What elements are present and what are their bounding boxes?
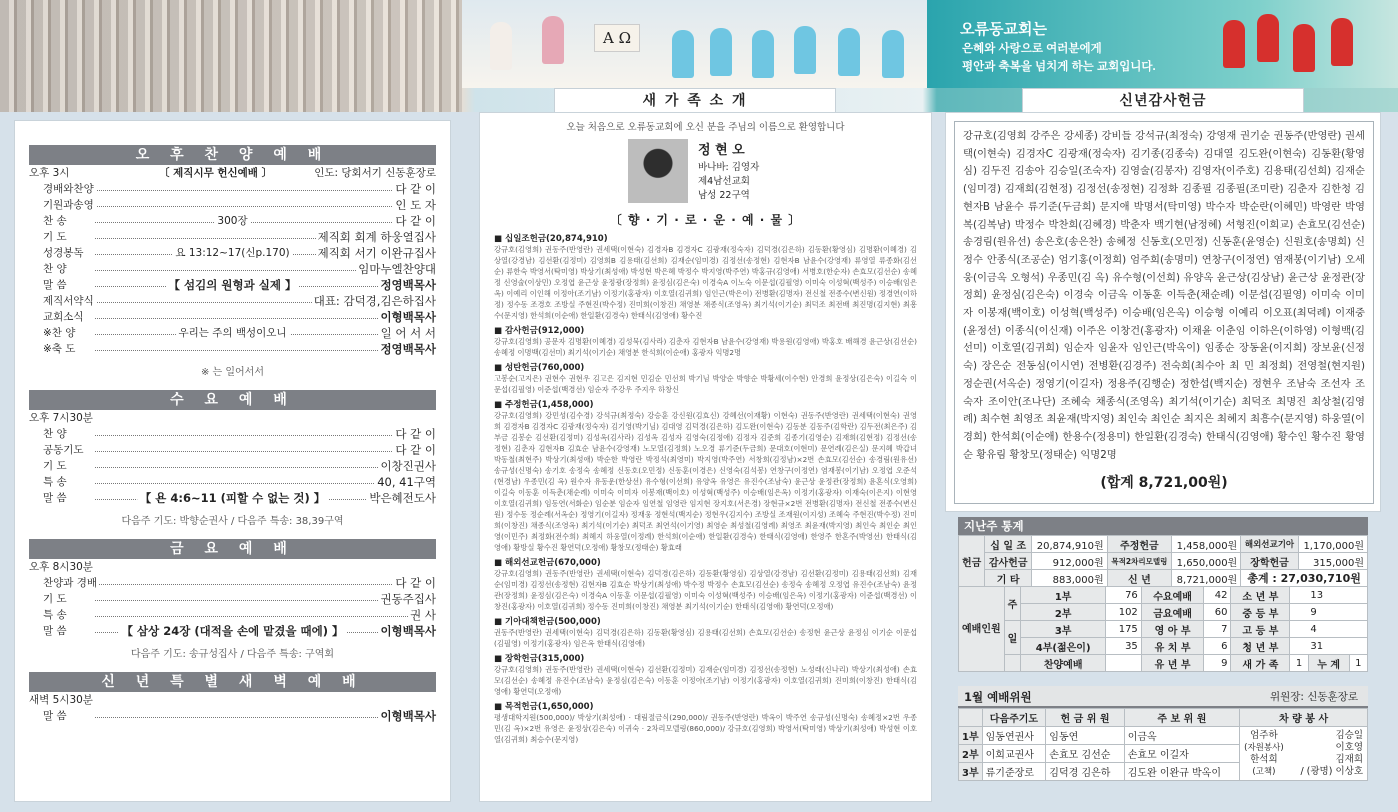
- stat-label: 장학헌금: [1241, 553, 1299, 570]
- church-motto-line1: 은혜와 사랑으로 여러분에게: [962, 43, 1102, 55]
- child-figure: [1331, 18, 1353, 66]
- order-label: 특 송: [43, 609, 67, 621]
- service-leader: 인도: 당회서기 신동훈장로: [314, 167, 436, 179]
- committee-cell: 손효모 김선순: [1046, 745, 1124, 763]
- order-item: [29, 623, 436, 639]
- order-person: 이형백목사: [380, 310, 436, 324]
- child-figure: [1257, 14, 1279, 62]
- offering-donor-list: 고봉순(고지은) 권현수 권현우 김고은 김지현 민김순 민선희 박기님 박양순 박향순 박황세(이수현) 안경희 윤정상(김은숙) 이길숙 이문섭(김필영) 이준섭(백경선) 임순자 주강우 주지우 하창신: [494, 374, 917, 394]
- stats-title: 지난주 통계: [958, 517, 1368, 535]
- order-label: 기원과송영: [43, 199, 94, 211]
- stats-table: [958, 535, 1368, 587]
- car-volunteer-note: (자원봉사): [1244, 742, 1284, 753]
- order-label: 공동기도: [43, 444, 84, 456]
- stat-value: 8,721,000원: [1172, 570, 1241, 587]
- stat-value: 883,000원: [1032, 570, 1108, 587]
- order-person: 제직회 회계 하웅열집사: [317, 230, 436, 244]
- attendance-count: 102: [1106, 604, 1142, 621]
- order-person: 대표: 감덕경,김은하집사: [313, 294, 436, 308]
- order-content: 요 13:12~17(신p.170): [172, 245, 292, 261]
- offering-donor-list: 강규호(김영희) 강민성(김수경) 강석규(최정숙) 강승훈 강신원(김효신) 강혜선(이재황) 이현숙) 권동주(반영란) 권세택(이현숙) 권영희 김경자B 김경자C 김광재(정숙자) 김기영(박기님) 김대영 김덕경(김은하) 김도완(이현숙) 김동분 김동주(김학란) 김두전(최은주) 김부금 김봉순 김선환(김정미) 김성옥(김사라) 김성옥 김성자 김영숙(김정애) 김정자 김준희 김종기(김영순) 김재희(김현정) 김정선(송정현) 김춘자 김현자B 김효순 남윤수(강영재) 노모열(김정희) 노오경 류기준(두금희) 문대호(이현미) 문연례(김은실) 문지혜 박갑녀 박동철(최현주) 박상기(최성애) 박순한 박영란 박정석(최영미) 박지영(박주연) 서창희(김정남)×2번 손효모(김선순) 송경림(원유선) 송규성(신명숙) 송기호 송정숙 송혜정 신동호(오민정) 신동훈(이경은) 신영숙(김석봉) 연창구(이정연) 염재봉(이기남) 오정엽 오준석(현경남) 우종민(김 옥) 원수자 유동운(한상선) 유수형(이선희) 유양옥 유영은 유진수(조남숙) 윤근상 윤정관(장정희) 윤혼식(오영희) 이길숙 이동훈 이득춘(채순례) 이미숙 이미자 이봉재(백이호) 이성혁(백성주) 이승배(임은옥) 이정기(홍광자) 이재숙(이은지) 이현영 이호열(김귀희) 임동연(서화순) 임순분 임순자 임연철 임영란 임지현 장지호(서은경) 장현규×2번 전병환(김명자) 전신철 전종수(변신원) 정수동 정순례(서옥순) 정영기(이길자) 정재웅 정현석(백지순) 정현우(김지수) 조방실 조재원(이지성) 조혜숙 주현진(박수정) 진미희(이창진) 채종식(조영옥) 최기석(이기순) 최덕조 최연석(이기영) 최영순 최성철(김영례) 최영조 최윤재(박지영) 최인숙 최인순 최인영(이민주) 최정화(전수희) 최혜지 하웅열(이정례) 한석희(이순애) 한일환(김경숙) 한태식(김영애) 한영주 한혼주(박영선) 한태식(김영애) 황방실 황수진 황연덕(오정애) 황창모(정태순) 황효래: [494, 411, 917, 552]
- stat-value: 912,000원: [1032, 553, 1108, 570]
- offering-category-title: ■ 기아대책헌금(500,000): [494, 617, 601, 627]
- committee-cell: 1부: [959, 727, 983, 745]
- order-label: 찬 양: [43, 263, 67, 275]
- child-figure: [838, 28, 860, 76]
- committee-column-header: 차 량 봉 사: [1240, 709, 1368, 727]
- child-figure: [1223, 20, 1245, 68]
- stat-label: 감사헌금: [985, 553, 1032, 570]
- offering-group-label: 헌금: [959, 536, 985, 587]
- offering-category-title: ■ 장학헌금(315,000): [494, 654, 585, 664]
- stat-label: 기 타: [985, 570, 1032, 587]
- car-volunteer-note: (고책): [1252, 766, 1276, 777]
- attendance-count: 60: [1204, 604, 1231, 621]
- service-time: 오후 3시: [29, 167, 70, 179]
- child-figure: [882, 30, 904, 78]
- committee-header: [958, 686, 1368, 708]
- order-person: 인 도 자: [395, 198, 436, 212]
- stat-label: 목적2차리모델링: [1107, 553, 1171, 570]
- attendance-count: 9: [1290, 604, 1368, 621]
- sunday-label-2: 일: [1004, 621, 1021, 655]
- order-person: 40, 41구역: [377, 475, 436, 489]
- committee-cell: 이금옥: [1124, 727, 1239, 745]
- newcomer-district: 제4남선교회: [698, 176, 750, 187]
- order-label: 찬양과 경배: [43, 577, 98, 589]
- committee-cell: 2부: [959, 745, 983, 763]
- service-time: 오후 7시30분: [29, 412, 93, 424]
- order-label: 제직서약식: [43, 295, 94, 307]
- thanks-total: (합계 8,721,00원): [1100, 475, 1228, 491]
- order-person: 이형백목사: [380, 709, 436, 723]
- attendance-label: 누 계: [1308, 655, 1349, 672]
- order-item: [29, 181, 436, 197]
- offerings-title: 〔 향 · 기 · 로 · 운 · 예 · 물 〕: [609, 213, 802, 227]
- attendance-count: 76: [1106, 587, 1142, 604]
- order-label: 기 도: [43, 593, 67, 605]
- singer-figure: [542, 16, 564, 64]
- worship-schedule-panel: [14, 120, 451, 802]
- attendance-label: 4부(젊은이): [1021, 638, 1106, 655]
- attendance-count: 1: [1290, 655, 1308, 672]
- car-volunteer: 이호영: [1335, 741, 1363, 753]
- order-item: [29, 474, 436, 490]
- offering-donor-list: 강규호(김영희) 권동주(반영란) 권세택(이현숙) 김경자B 김경자C 김광재(정숙자) 김덕경(김은하) 김동환(황영심) 김명환(이혜경) 김상열(강경남) 김선환(김정미) 김영희B 김용태(김선희) 김재순(임미경) 김정선(송정현) 김현자B 남윤수(강영재) 류영열 류종화(김선순) 류한숙 박영서(탁미영) 박상기(최성애) 박성현 박은혜 박정수 박지영(박주연) 박홍규(김영애) 서병호(한순자) 손효모(김선순) 송혜정 신영술(이상민) 오정엽 윤근상 윤정광(장정희) 윤정심(김은숙) 이경숙A 이노숙 이문섭(김필영) 이미숙 이성혁(백성주) 이승배(임은옥) 이예리 이인해 이정아(조기남) 이정기(홍광자) 이호열(김귀희) 임인근(박은이) 전병환(김명자) 전신철 전종수(변신원) 정경연(이하정) 정수동 조경호 조방실 주현진(박수정) 진미희(이창진) 채영분 채종식(조영옥) 최기석(이기순) 최덕조 최전배 최진명(김지현) 최흥수(문지영) 한석희(이순애) 한일환(김경숙) 한태식(김영애) 황수진: [494, 245, 917, 320]
- order-content: 【 욘 4:6~11 (피할 수 없는 것) 】: [137, 490, 329, 506]
- thanks-offering-panel: [945, 112, 1381, 512]
- offering-donor-list: 권동주(반영란) 권세택(이현숙) 김덕경(김은하) 김동환(황영심) 김용태(김선희) 손효모(김선순) 송정현 윤근상 윤정심 이기순 이문섭(김필영) 이정기(홍광자) 임은옥 한태식(김영애): [494, 628, 917, 648]
- order-item: [29, 197, 436, 213]
- order-label: 기 도: [43, 460, 67, 472]
- order-item: [29, 213, 436, 229]
- order-item: [29, 245, 436, 261]
- order-person: 다 같 이: [395, 576, 436, 590]
- offering-category-title: ■ 주정헌금(1,458,000): [494, 400, 594, 410]
- weekly-statistics: [958, 517, 1368, 669]
- child-figure: [752, 30, 774, 78]
- church-motto-line2: 평안과 축복을 넘치게 하는 교회입니다.: [962, 61, 1156, 73]
- service-time: 새벽 5시30분: [29, 694, 93, 706]
- attendance-label: 수요예배: [1141, 587, 1204, 604]
- offering-category-title: ■ 해외선교헌금(670,000): [494, 558, 601, 568]
- thanks-donor-list: 강규호(김영희 강주은 강세종) 강비들 강석규(최정숙) 강영재 권기순 권동주(반영란) 권세택(이현숙) 김경자C 김광재(정숙자) 김기종(김종숙) 김대열 김도완(이현숙) 김동환(황영심) 김두진 김송아 김승일(조숙자) 김영술(김봉자) 김영자(이주호) 김용태(김선희) 김재순(임미경) 김재희(김현정) 김정선(송정현) 김정화 김종필 김종필(조미란) 김춘자 김한청 김현자B 남윤수 류기준(두금희) 문지애 박명서(탁미영) 박수자 박순란(이혜민) 박영란 박영복(김복남) 박정수 박찬희(김혜경) 박춘자 백기현(남정혜) 서형진(이희교) 손효모(김선순) 송경림(원유선) 송은호(송은찬) 송혜정 신동호(오민정) 신동훈(윤영순) 신원호(송명희) 신정수 안종식(조공순) 엄기홍(이정희) 엄주희(송명미) 연창구(이정연) 염재봉(이기남) 오세웅(이금옥 오형석) 우종민(김 옥) 유수형(이선희) 유양옥 윤근상(김상남) 윤근상 윤정관(장정희) 윤정심(김은숙) 이경숙 이금옥 이동훈 이득춘(채순례) 이문섭(김필영) 이미숙 이미자 이봉재(백이호) 이성혁(백성주) 이승배(임은옥) 이승형 이예리 이오표(최덕례) 이재중(윤정선) 이종식(이신재) 이주은 이창건(홍광자) 이채윤 이춘임 이하은(이하영) 이형백(김선미) 이호열(김귀희) 임순자 임윤자 임인근(박옥이) 임종순 장동윤(이지희) 장보윤(신정숙) 장은순 전동심(이시연) 전병환(김경주) 전숙희(최수아 최 민 최정희) 전영철(현지원) 정순권(서옥순) 정영기(이길자) 정용주(김행순) 정한섭(백지순) 정현우 조남숙 조선자 조숙자 조이안(조나단) 조혜숙 채종식(조영옥) 최기석(이기순) 최덕조 최명진 최상철(김영례) 최수현 최영조 최윤재(박지영) 최인숙 최인순 최지은 최혜지 최흥수(문지영) 하웅열(이경희) 한석희(이순애) 한용수(정용미) 한일환(김경숙) 한태식(김영애) 황수인 황수진 황영순 황유림 황창모(정태순) 익명2명: [963, 130, 1365, 461]
- stat-value: 1,170,000원: [1298, 536, 1367, 553]
- committee-cell: 손효모 이길자: [1124, 745, 1239, 763]
- order-label: ※축 도: [43, 343, 76, 355]
- committee-column-header: 다음주기도: [982, 709, 1046, 727]
- attendance-count: 175: [1106, 621, 1142, 638]
- order-content: 【 섬김의 원형과 실제 】: [166, 277, 300, 293]
- service-theme: 〔 제직시무 헌신예배 〕: [159, 167, 273, 179]
- offering-donor-list: 강규호(김영희) 권동주(반영란) 권세택(이현숙) 김덕경(김은하) 김동환(황영심) 김상열(강경남) 김선환(김정미) 김용태(김선희) 김재순(임미경) 김정선(송정현) 김현자B 김효순 박상기(최성애) 박수정 박정수 손효모(김선순) 송정숙 송혜정 오정엽 유진수(조남숙) 윤정관(장정희) 윤정심(김은숙) 이경숙A 이동훈 이문섭(김필영) 이미숙 이성혁(백성주) 이승배(임은옥) 이정기(홍광자) 이준섭(백경선) 이창진(홍광자) 이호열(김귀희) 정수동 진미희(이창진) 채영분 최기석(이기순) 한태식(김영애) 황연덕(오정애): [494, 569, 917, 611]
- wednesday-service-title: 수 요 예 배: [29, 390, 436, 410]
- order-person: 다 같 이: [395, 443, 436, 457]
- attendance-count: [1106, 655, 1142, 672]
- stat-value: 1,650,000원: [1172, 553, 1241, 570]
- attendance-label: 중 등 부: [1231, 604, 1290, 621]
- order-person: 정영백목사: [380, 278, 436, 292]
- attendance-label: 청 년 부: [1231, 638, 1290, 655]
- order-label: 말 씀: [43, 492, 67, 504]
- child-figure: [1293, 24, 1315, 72]
- attendance-label: 유 년 부: [1141, 655, 1204, 672]
- order-content: 우리는 주의 백성이오니: [175, 325, 289, 341]
- stat-label: 주정헌금: [1107, 536, 1171, 553]
- order-label: 성경봉독: [43, 247, 84, 259]
- offering-category-title: ■ 목적헌금(1,650,000): [494, 702, 594, 712]
- order-item: [29, 426, 436, 442]
- child-figure: [710, 28, 732, 76]
- attendance-label: 영 아 부: [1141, 621, 1204, 638]
- standing-note: ※ 는 일어서서: [200, 367, 265, 378]
- order-item: [29, 490, 436, 506]
- attendance-count: 9: [1204, 655, 1231, 672]
- order-item: [29, 229, 436, 245]
- committee-cell: 임동연: [1046, 727, 1124, 745]
- attendance-count: 7: [1204, 621, 1231, 638]
- offering-categories: [494, 232, 917, 745]
- attendance-count: 4: [1290, 621, 1368, 638]
- stat-value: 20,874,910원: [1032, 536, 1108, 553]
- committee-column-header: 주 보 위 원: [1124, 709, 1239, 727]
- newcomer-group: 남성 22구역: [698, 190, 750, 201]
- order-person: 박은혜전도사: [369, 491, 436, 505]
- order-label: 교회소식: [43, 311, 84, 323]
- congregation-photo: [0, 0, 462, 112]
- afternoon-service-header: [29, 165, 436, 181]
- committee-chair: 위원장: 신동훈장로: [1269, 691, 1358, 703]
- child-figure: [672, 30, 694, 78]
- choir-performance-photo: [462, 0, 927, 88]
- stat-label: 신 년: [1107, 570, 1171, 587]
- car-volunteer: 엄주하: [1250, 729, 1278, 741]
- attendance-label: 3부: [1021, 621, 1106, 638]
- worship-committee: [958, 686, 1368, 778]
- stat-value: 1,458,000원: [1172, 536, 1241, 553]
- attendance-label: 고 등 부: [1231, 621, 1290, 638]
- committee-table: [958, 708, 1368, 781]
- order-label: 찬 송: [43, 215, 67, 227]
- order-item: [29, 293, 436, 309]
- newcomer-card: [494, 139, 917, 209]
- offering-category-title: ■ 감사헌금(912,000): [494, 326, 585, 336]
- order-item: [29, 442, 436, 458]
- newcomer-name: 정 현 오: [698, 143, 745, 158]
- attendance-count: 35: [1106, 638, 1142, 655]
- order-person: 이형백목사: [380, 624, 436, 638]
- service-time: 오후 8시30분: [29, 561, 93, 573]
- singer-figure: [490, 22, 512, 70]
- order-item: [29, 277, 436, 293]
- order-person: 임마누엘찬양대: [358, 262, 436, 276]
- order-item: [29, 341, 436, 357]
- order-item: [29, 325, 436, 341]
- stat-label: 해외선교기아: [1241, 536, 1299, 553]
- attendance-count: 42: [1204, 587, 1231, 604]
- order-label: 말 씀: [43, 710, 67, 722]
- car-volunteer: 김승일: [1335, 729, 1363, 741]
- order-item: [29, 607, 436, 623]
- blank-cell: [1004, 655, 1021, 672]
- order-label: 특 송: [43, 476, 67, 488]
- order-item: [29, 458, 436, 474]
- attendance-label: 찬양예배: [1021, 655, 1106, 672]
- order-item: [29, 708, 436, 724]
- order-person: 다 같 이: [395, 214, 436, 228]
- attendance-label: 유 치 부: [1141, 638, 1204, 655]
- order-label: 경배와찬양: [43, 183, 94, 195]
- order-item: [29, 575, 436, 591]
- attendance-count: 31: [1290, 638, 1368, 655]
- committee-cell: 김덕경 김은하: [1046, 763, 1124, 781]
- offering-donor-list: 평생대학지원(500,000)/ 박상기(최성애) · 대림절금식(290,000)/ 권동주(반영란) 박옥이 박주연 송규성(신명숙) 송혜정×2번 우종민(김 옥)×2번 유영은 윤정상(김은숙) 이귀숙 · 2차리모델링(860,000)/ 강규호(김영희) 박영서(탁미영) 박상기(최성애) 박성현 이호열(김귀희) 최승수(문지영): [494, 713, 917, 744]
- order-item: [29, 309, 436, 325]
- order-item: [29, 591, 436, 607]
- order-label: 기 도: [43, 231, 67, 243]
- order-person: 일 어 서 서: [380, 326, 436, 340]
- stat-value: 315,000원: [1298, 553, 1367, 570]
- church-title: 오류동교회는: [960, 21, 1047, 38]
- attendance-label: 2부: [1021, 604, 1106, 621]
- car-volunteer: 한석희: [1250, 753, 1278, 765]
- attendance-label: 1부: [1021, 587, 1106, 604]
- committee-cell: 류기준장로: [982, 763, 1046, 781]
- offering-grand-total: 총계 : 27,030,710원: [1241, 570, 1368, 587]
- newcomer-guide: 바나바: 김영자: [698, 162, 760, 173]
- order-person: 권동주집사: [380, 592, 436, 606]
- order-person: 제직회 서기 이완규집사: [317, 246, 436, 260]
- attendance-table: [958, 586, 1368, 672]
- order-content: 【 삼상 24장 (대적을 손에 맡겼을 때에) 】: [119, 623, 347, 639]
- order-label: 말 씀: [43, 279, 67, 291]
- attendance-group-label: 예배인원: [959, 587, 1005, 672]
- car-volunteer: / (광명) 이상호: [1300, 765, 1363, 777]
- afternoon-service-title: 오 후 찬 양 예 배: [29, 145, 436, 165]
- offering-donor-list: 강규호(김영희) 권동주(반영란) 권세택(이현숙) 김선환(김정미) 김재순(임미경) 김정선(송정현) 노성래(신나리) 박상기(최성애) 손효모(김선순) 송혜정 유진수(조남숙) 윤정심(김은숙) 이동훈 이정아(조기남) 이정기(홍광자) 이호열(김귀희) 진미희(이창진) 한태식(김영애) 황연덕(오정애): [494, 665, 917, 696]
- committee-cell: 3부: [959, 763, 983, 781]
- friday-next-note: 다음주 기도: 송규성집사 / 다음주 특송: 구역회: [130, 649, 335, 660]
- wednesday-next-note: 다음주 기도: 박향순권사 / 다음주 특송: 38,39구역: [121, 516, 344, 527]
- stat-label: 십 일 조: [985, 536, 1032, 553]
- newcomer-photo: [628, 139, 688, 203]
- order-person: 이창진권사: [380, 459, 436, 473]
- offering-donor-list: 강규호(김영희) 공문자 김명환(이혜경) 김성묵(김사라) 김춘자 김현자B 남윤수(강영재) 박용원(김영애) 박홍호 배해경 윤근상(김선순) 송혜정 이명백(김선미) 최기석(이기순) 채영분 한석희(이순애) 홍광자 익명2명: [494, 337, 917, 357]
- tab-newfamily: 새 가 족 소 개: [554, 88, 836, 112]
- child-figure: [794, 26, 816, 74]
- order-item: [29, 261, 436, 277]
- committee-cell: 임동연권사: [982, 727, 1046, 745]
- committee-column-header: 헌 금 위 원: [1046, 709, 1124, 727]
- dawn-service-title: 신 년 특 별 새 벽 예 배: [29, 672, 436, 692]
- attendance-count: 1: [1349, 655, 1367, 672]
- friday-service-title: 금 요 예 배: [29, 539, 436, 559]
- welcome-message: 오늘 처음으로 오류동교회에 오신 분을 주님의 이름으로 환영합니다: [566, 122, 845, 133]
- order-person: 다 같 이: [395, 427, 436, 441]
- attendance-label: 소 년 부: [1231, 587, 1290, 604]
- attendance-label: 새 가 족: [1231, 655, 1290, 672]
- order-person: 권 사: [410, 608, 436, 622]
- committee-cell: 김도완 이완규 박옥이: [1124, 763, 1239, 781]
- order-person: 다 같 이: [395, 182, 436, 196]
- order-label: 찬 양: [43, 428, 67, 440]
- order-label: ※찬 양: [43, 327, 76, 339]
- stage-sign: A Ω: [594, 24, 640, 52]
- tab-thanks-offering: 신년감사헌금: [1022, 88, 1304, 112]
- newfamily-offering-panel: [479, 112, 932, 802]
- order-person: 정영백목사: [380, 342, 436, 356]
- order-label: 말 씀: [43, 625, 67, 637]
- order-content: 300장: [214, 213, 250, 229]
- committee-cell: 이희교권사: [982, 745, 1046, 763]
- offering-category-title: ■ 성탄헌금(760,000): [494, 363, 585, 373]
- sunday-label-1: 주: [1004, 587, 1021, 621]
- attendance-label: 금요예배: [1141, 604, 1204, 621]
- offering-category-title: ■ 십일조헌금(20,874,910): [494, 234, 608, 244]
- attendance-count: 6: [1204, 638, 1231, 655]
- committee-title: 1월 예배위원: [964, 690, 1032, 704]
- attendance-count: 13: [1290, 587, 1368, 604]
- car-volunteer: 김재희: [1335, 753, 1363, 765]
